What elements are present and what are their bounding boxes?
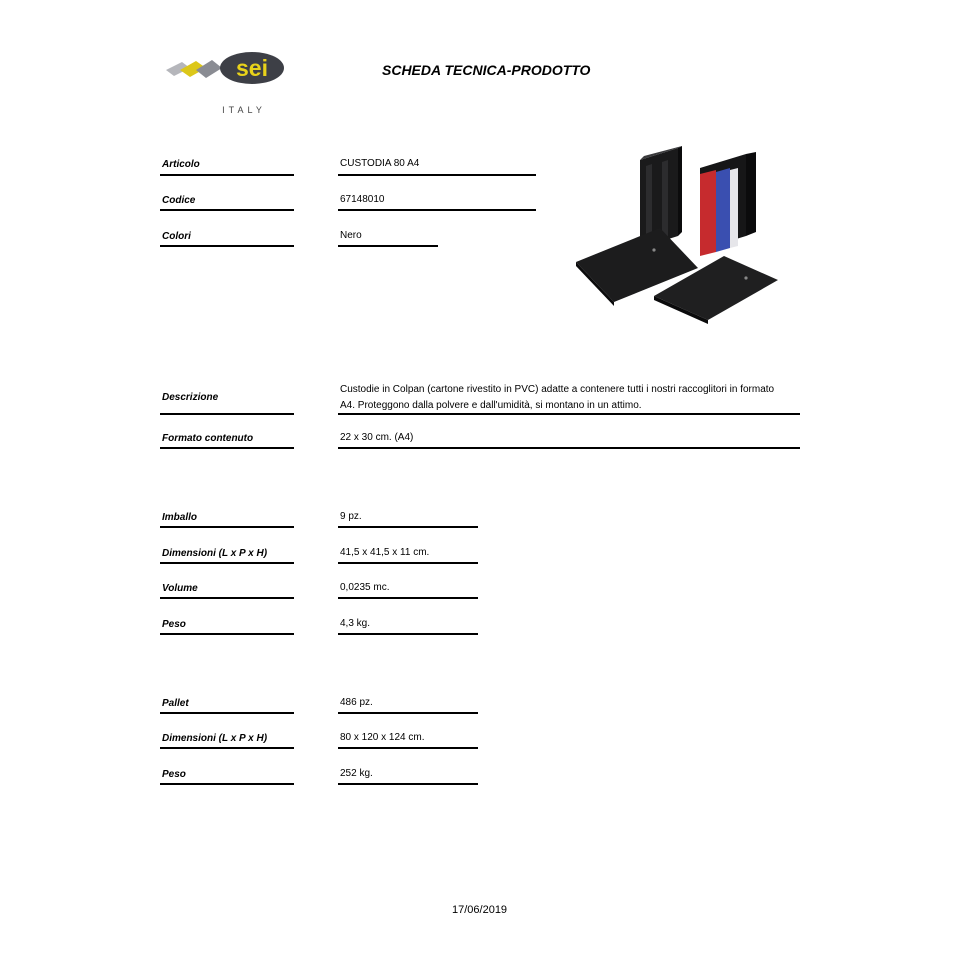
pallet-value-rule xyxy=(338,712,478,714)
svg-text:ITALY: ITALY xyxy=(222,105,266,115)
document-title: SCHEDA TECNICA-PRODOTTO xyxy=(382,62,591,78)
pallet-peso-value-rule xyxy=(338,783,478,785)
codice-label: Codice xyxy=(162,195,196,206)
formato-value: 22 x 30 cm. (A4) xyxy=(340,432,414,443)
descrizione-label: Descrizione xyxy=(162,392,219,403)
articolo-label: Articolo xyxy=(162,159,200,170)
imballo-dimensioni-label: Dimensioni (L x P x H) xyxy=(162,548,268,559)
colori-label-rule xyxy=(160,245,294,247)
svg-text:sei: sei xyxy=(236,55,268,81)
articolo-value-rule xyxy=(338,174,536,176)
pallet-dimensioni-value: 80 x 120 x 124 cm. xyxy=(340,732,425,743)
pallet-value: 486 pz. xyxy=(340,697,373,708)
pallet-dimensioni-label: Dimensioni (L x P x H) xyxy=(162,733,268,744)
formato-value-rule xyxy=(338,447,800,449)
volume-label-rule xyxy=(160,597,294,599)
imballo-peso-value: 4,3 kg. xyxy=(340,618,371,629)
colori-value: Nero xyxy=(340,230,362,241)
imballo-label-rule xyxy=(160,526,294,528)
colori-label: Colori xyxy=(162,231,191,242)
pallet-label: Pallet xyxy=(162,698,189,709)
pallet-peso-label: Peso xyxy=(162,769,186,780)
colori-value-rule xyxy=(338,245,438,247)
formato-label: Formato contenuto xyxy=(162,433,254,444)
imballo-dimensioni-value-rule xyxy=(338,562,478,564)
codice-label-rule xyxy=(160,209,294,211)
volume-label: Volume xyxy=(162,583,198,594)
volume-value: 0,0235 mc. xyxy=(340,582,390,593)
pallet-dimensioni-value-rule xyxy=(338,747,478,749)
pallet-label-rule xyxy=(160,712,294,714)
sei-italy-logo xyxy=(160,44,290,120)
descrizione-value-rule xyxy=(338,413,800,415)
imballo-peso-label: Peso xyxy=(162,619,186,630)
imballo-dimensioni-label-rule xyxy=(160,562,294,564)
imballo-value-rule xyxy=(338,526,478,528)
articolo-label-rule xyxy=(160,174,294,176)
pallet-peso-label-rule xyxy=(160,783,294,785)
descrizione-label-rule xyxy=(160,413,294,415)
formato-label-rule xyxy=(160,447,294,449)
pallet-peso-value: 252 kg. xyxy=(340,768,373,779)
codice-value: 67148010 xyxy=(340,194,385,205)
descrizione-value: Custodie in Colpan (cartone rivestito in PVC) adatte a contenere tutti i nostri raccoglitori in formato A4. Proteggono dalla polvere e dall'umidità, si montano in un attimo. xyxy=(340,384,775,411)
codice-value-rule xyxy=(338,209,536,211)
product-photo xyxy=(574,140,786,332)
imballo-dimensioni-value: 41,5 x 41,5 x 11 cm. xyxy=(340,547,430,558)
pallet-dimensioni-label-rule xyxy=(160,747,294,749)
footer-date: 17/06/2019 xyxy=(452,904,508,916)
imballo-peso-label-rule xyxy=(160,633,294,635)
volume-value-rule xyxy=(338,597,478,599)
imballo-label: Imballo xyxy=(162,512,198,523)
imballo-peso-value-rule xyxy=(338,633,478,635)
imballo-value: 9 pz. xyxy=(340,511,362,522)
articolo-value: CUSTODIA 80 A4 xyxy=(340,158,420,169)
